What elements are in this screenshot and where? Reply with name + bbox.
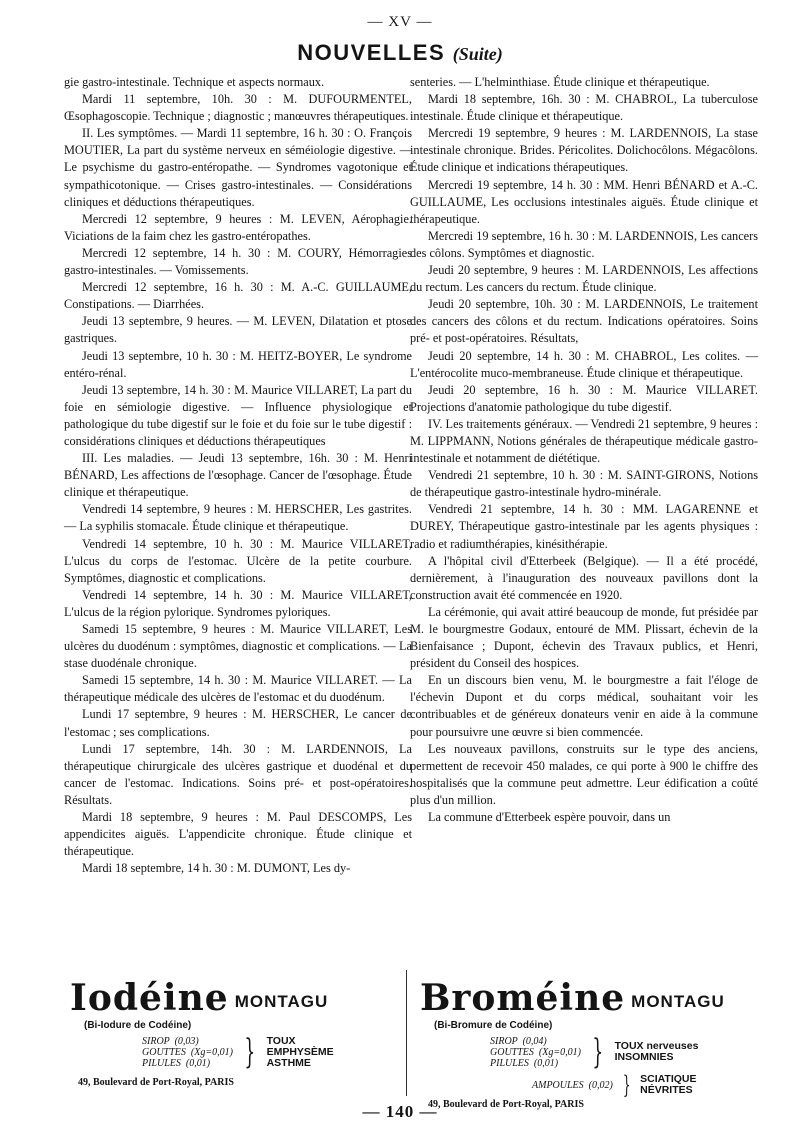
paragraph: Jeudi 20 septembre, 14 h. 30 : M. CHABROL, Les colites. — L'entérocolite muco-membraneuse. Étude clinique et thérapeutique. bbox=[410, 348, 758, 380]
brace-glyph: } bbox=[592, 1032, 604, 1072]
title-suite: (Suite) bbox=[452, 44, 503, 64]
brace-glyph: } bbox=[244, 1032, 256, 1072]
ad-iodeine bbox=[70, 970, 390, 1102]
paragraph: La cérémonie, qui avait attiré beaucoup de monde, fut présidée par M. le bourgmestre Godaux, entouré de MM. Plissart, échevin de la Bienfaisance ; Dupont, échevin des Travaux publics, et Henri, président du Conseil des hospices. bbox=[410, 604, 758, 671]
paragraph: II. Les symptômes. — Mardi 11 septembre, 16 h. 30 : O. François MOUTIER, La part du système nerveux en séméiologie digestive. — Le psychisme du gastro-entéropathe. — Syndromes vagotonique et sympathicotonique. — Crises gastro-intestinales. — Considérations cliniques et déductions thérapeutiques. bbox=[64, 126, 412, 209]
advertisements bbox=[70, 970, 742, 1110]
right-column bbox=[410, 74, 758, 826]
left-column bbox=[64, 74, 412, 877]
paragraph: Mercredi 12 septembre, 14 h. 30 : M. COURY, Hémorragies gastro-intestinales. — Vomissements. bbox=[64, 245, 412, 278]
paragraph: Mercredi 12 septembre, 16 h. 30 : M. A.-C. GUILLAUME, Constipations. — Diarrhées. bbox=[64, 280, 412, 312]
paragraph: Jeudi 13 septembre, 14 h. 30 : M. Maurice VILLARET, La part du foie en sémiologie digestive. — Influence physiologique et pathologique du tube digestif sur le foie et du foie sur le tube digestif : considérations cliniques et déductions thérapeutiques bbox=[64, 382, 412, 448]
news-item-etterbeek: A l'hôpital civil d'Etterbeek (Belgique). — Il a été procédé, dernièrement, à l'inauguration des nouveaux pavillons dont la construction avait été commencée en 1920. bbox=[410, 553, 758, 602]
paragraph: senteries. — L'helminthiase. Étude clinique et thérapeutique. bbox=[410, 75, 710, 89]
paragraph: Mardi 18 septembre, 9 heures : M. Paul DESCOMPS, Les appendicites aiguës. L'appendicite chronique. Étude clinique et thérapeutique. bbox=[64, 810, 412, 859]
ad-product-name: Broméine bbox=[420, 977, 626, 1019]
paragraph: Lundi 17 septembre, 9 heures : M. HERSCHER, Le cancer de l'estomac ; ses complications. bbox=[64, 707, 412, 739]
ad-bromeine bbox=[420, 970, 740, 1110]
paragraph: IV. Les traitements généraux. — Vendredi 21 septembre, 9 heures : M. LIPPMANN, Notions générales de thérapeutique médicale gastro-intestinale et notamment de diététique. bbox=[410, 416, 758, 466]
title-main: NOUVELLES bbox=[297, 40, 446, 65]
paragraph: Jeudi 13 septembre, 10 h. 30 : M. HEITZ-BOYER, Le syndrome entéro-rénal. bbox=[64, 348, 412, 380]
ad-extra-indications: SCIATIQUE NÉVRITES bbox=[640, 1073, 697, 1096]
brace-glyph: } bbox=[622, 1071, 631, 1099]
ad-indications: TOUX nerveuses INSOMNIES bbox=[614, 1040, 699, 1063]
paragraph: Mardi 11 septembre, 10h. 30 : M. DUFOURMENTEL, Œsophagoscopie. Technique ; diagnostic ; manœuvres thérapeutiques. bbox=[64, 92, 412, 124]
paragraph: Les nouveaux pavillons, construits sur le type des anciens, permettent de recevoir 450 malades, ce qui porte à 900 le chiffre des hospitalisés que la commune peut admettre. Leur édification a coûté plus d'un million. bbox=[410, 741, 758, 807]
paragraph: Jeudi 20 septembre, 9 heures : M. LARDENNOIS, Les affections du rectum. Les cancers du rectum. Étude clinique. bbox=[410, 263, 758, 295]
paragraph: La commune d'Etterbeek espère pouvoir, dans un bbox=[428, 810, 671, 825]
ad-address: 49, Boulevard de Port-Royal, PARIS bbox=[78, 1077, 234, 1088]
paragraph: Jeudi 20 septembre, 16 h. 30 : M. Maurice VILLARET. Projections d'anatomie pathologique du tube digestif. bbox=[410, 382, 758, 414]
paragraph: Mercredi 19 septembre, 16 h. 30 : M. LARDENNOIS, Les cancers des côlons. Symptômes et diagnostic. bbox=[410, 228, 758, 260]
ad-subtitle: (Bi-Bromure de Codéine) bbox=[434, 1020, 553, 1031]
paragraph: Vendredi 14 septembre, 9 heures : M. HERSCHER, Les gastrites. — La syphilis stomacale. Étude clinique et thérapeutique. bbox=[64, 502, 412, 534]
paragraph: Jeudi 20 septembre, 10h. 30 : M. LARDENNOIS, Le traitement des cancers des côlons et du rectum. Indications opératoires. Soins pré- et post-opératoires. Résultats, bbox=[410, 297, 758, 346]
paragraph: Vendredi 21 septembre, 10 h. 30 : M. SAINT-GIRONS, Notions de thérapeutique gastro-intestinale hydro-minérale. bbox=[410, 468, 758, 500]
ad-brand: MONTAGU bbox=[234, 992, 329, 1011]
page-title bbox=[0, 40, 800, 66]
paragraph: Mercredi 19 septembre, 14 h. 30 : MM. Henri BÉNARD et A.-C. GUILLAUME, Les occlusions intestinales aiguës. Étude clinique et thérapeutique. bbox=[410, 177, 758, 226]
paragraph: Vendredi 21 septembre, 14 h. 30 : MM. LAGARENNE et DUREY, Thérapeutique gastro-intestinale par les agents physiques : radio et radiumthérapies, kinésithérapie. bbox=[410, 502, 758, 551]
ad-extra-form: AMPOULES (0,02) bbox=[532, 1079, 613, 1091]
paragraph: Mardi 18 septembre, 16h. 30 : M. CHABROL, La tuberculose intestinale. Étude clinique et thérapeutique. bbox=[410, 92, 758, 124]
paragraph: III. Les maladies. — Jeudi 13 septembre, 16h. 30 : M. Henri BÉNARD, Les affections de l'œsophage. Cancer de l'œsophage. Étude clinique et thérapeutique. bbox=[64, 451, 412, 500]
paragraph: Mercredi 19 septembre, 9 heures : M. LARDENNOIS, La stase intestinale chronique. Brides. Péricolites. Dolichocôlons. Mégacôlons. Étude clinique et indications thérapeutiques. bbox=[410, 126, 758, 175]
paragraph: Mardi 18 septembre, 14 h. 30 : M. DUMONT, Les dy- bbox=[82, 861, 351, 876]
paragraph: Mercredi 12 septembre, 9 heures : M. LEVEN, Aérophagie. Viciations de la faim chez les gastro-entéropathes. bbox=[64, 211, 412, 243]
page-number-roman: — XV — bbox=[367, 14, 433, 30]
ad-dosage-forms: SIROP (0,03) GOUTTES (Xg=0,01) PILULES (0,01) bbox=[142, 1035, 233, 1069]
ad-dosage-forms: SIROP (0,04) GOUTTES (Xg=0,01) PILULES (0,01) bbox=[490, 1035, 581, 1069]
page-number: — 140 — bbox=[362, 1102, 438, 1121]
paragraph: gie gastro-intestinale. Technique et aspects normaux. bbox=[64, 75, 325, 89]
paragraph: Vendredi 14 septembre, 14 h. 30 : M. Maurice VILLARET, L'ulcus de la région pylorique. Syndromes pyloriques. bbox=[64, 587, 412, 619]
paragraph: Samedi 15 septembre, 14 h. 30 : M. Maurice VILLARET. — La thérapeutique médicale des ulcères de l'estomac et du duodénum. bbox=[64, 673, 412, 705]
paragraph: Lundi 17 septembre, 14h. 30 : M. LARDENNOIS, La thérapeutique chirurgicale des ulcères gastrique et duodénal et du cancer de l'estomac. Indications. Soins pré- et post-opératoires. Résultats. bbox=[64, 741, 412, 807]
paragraph: Samedi 15 septembre, 9 heures : M. Maurice VILLARET, Les ulcères du duodénum : symptômes, diagnostic et complications. — La stase duodénale chronique. bbox=[64, 622, 412, 671]
paragraph: Vendredi 14 septembre, 10 h. 30 : M. Maurice VILLARET, L'ulcus du corps de l'estomac. Ulcère de la petite courbure. Symptômes, diagnostic et complications. bbox=[64, 536, 412, 585]
ad-indications: TOUX EMPHYSÈME ASTHME bbox=[266, 1034, 334, 1069]
paragraph: En un discours bien venu, M. le bourgmestre a fait l'éloge de l'échevin Dupont et du corps médical, souhaitant voir les contribuables et de généreux donateurs venir en aide à la commune pour poursuivre une œuvre si bien commencée. bbox=[410, 673, 758, 739]
ad-address: 49, Boulevard de Port-Royal, PARIS bbox=[428, 1099, 584, 1110]
ad-divider bbox=[406, 970, 407, 1096]
ad-product-name: Iodéine bbox=[70, 977, 229, 1019]
ad-subtitle: (Bi-Iodure de Codéine) bbox=[84, 1020, 192, 1031]
ad-brand: MONTAGU bbox=[631, 992, 725, 1011]
paragraph: Jeudi 13 septembre, 9 heures. — M. LEVEN, Dilatation et ptose gastriques. bbox=[64, 314, 412, 346]
